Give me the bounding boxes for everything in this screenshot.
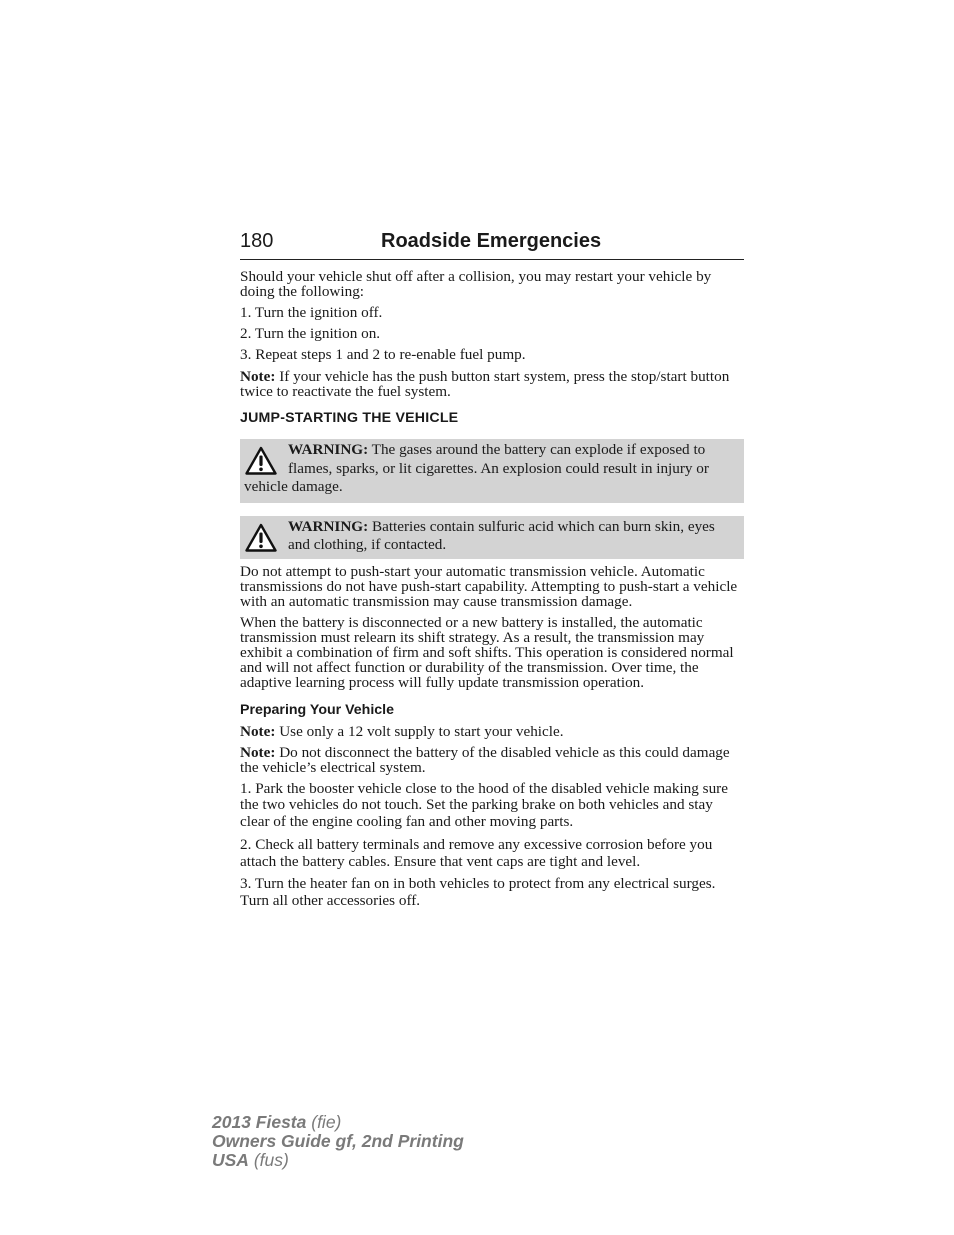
warning-text: Batteries contain sulfuric acid which can burn skin, eyes and clothing, if contacted. xyxy=(288,517,715,553)
note-text: Do not disconnect the battery of the disabled vehicle as this could damage the vehicle’s electrical system. xyxy=(240,743,730,776)
prep-step-3: 3. Turn the heater fan on in both vehicles to protect from any electrical surges. Turn all other accessories off. xyxy=(240,875,716,910)
intro-step-2: 2. Turn the ignition on. xyxy=(240,325,381,342)
footer-model-code: (fie) xyxy=(306,1112,342,1132)
push-start-paragraph: Do not attempt to push-start your automatic transmission vehicle. Automatic transmissions do not have push-start capability. Attempting to push-start a vehicle with an automatic transmission may cause transmission damage. xyxy=(240,562,738,610)
note-text: If your vehicle has the push button start system, press the stop/start button twice to reactivate the fuel system. xyxy=(240,368,730,400)
warning-box-explosion xyxy=(240,439,744,503)
warning-box-acid xyxy=(240,516,744,559)
warning-text: The gases around the battery can explode if exposed to flames, sparks, or lit cigarettes. An explosion could result in injury or vehicle damage. xyxy=(244,441,709,495)
battery-relearn-paragraph: When the battery is disconnected or a new battery is installed, the automatic transmission must relearn its shift strategy. As a result, the transmission may exhibit a combination of firm and soft shifts. This operation is considered normal and will not affect function or durability of the transmission. Over time, the adaptive learning process will fully update transmission operation. xyxy=(240,613,734,691)
preparation-steps xyxy=(240,781,744,911)
note-label: Note: xyxy=(240,722,276,740)
footer-market-code: (fus) xyxy=(248,1150,289,1170)
footer-model: 2013 Fiesta xyxy=(212,1112,307,1132)
note-text: Use only a 12 volt supply to start your vehicle. xyxy=(275,722,564,740)
warning-triangle-icon xyxy=(245,446,277,476)
footer-line-market xyxy=(212,1151,464,1170)
warning-label: WARNING: xyxy=(288,441,369,458)
page-number: 180 xyxy=(240,230,274,252)
footer-market: USA xyxy=(212,1150,249,1170)
intro-step-1: 1. Turn the ignition off. xyxy=(240,304,383,321)
warning-label: WARNING: xyxy=(288,517,369,535)
intro-step-3: 3. Repeat steps 1 and 2 to re-enable fuel pump. xyxy=(240,346,526,363)
prep-step-2: 2. Check all battery terminals and remove any excessive corrosion before you attach the battery cables. Ensure that vent caps are tight and level. xyxy=(240,835,713,870)
warning-triangle-icon xyxy=(245,523,277,553)
footer-line-model xyxy=(212,1113,464,1132)
chapter-title: Roadside Emergencies xyxy=(381,230,602,252)
disconnect-note xyxy=(240,745,744,775)
subsection-heading: Preparing Your Vehicle xyxy=(240,701,395,718)
intro-paragraph: Should your vehicle shut off after a collision, you may restart your vehicle by doing the following: xyxy=(240,268,712,300)
footer-line-guide xyxy=(212,1132,464,1151)
note-label: Note: xyxy=(240,743,276,761)
prep-step-1: 1. Park the booster vehicle close to the hood of the disabled vehicle making sure the two vehicles do not touch. Set the parking brake on both vehicles and stay clear of the engine cooling fan and other moving parts. xyxy=(240,779,728,831)
voltage-note xyxy=(240,724,744,739)
intro-note xyxy=(240,369,744,399)
footer-guide: Owners Guide gf, 2nd Printing xyxy=(212,1131,464,1151)
note-label: Note: xyxy=(240,368,276,385)
section-heading: JUMP-STARTING THE VEHICLE xyxy=(240,410,459,426)
page-content xyxy=(240,269,744,916)
page-header xyxy=(240,228,744,260)
page-footer xyxy=(212,1113,464,1170)
